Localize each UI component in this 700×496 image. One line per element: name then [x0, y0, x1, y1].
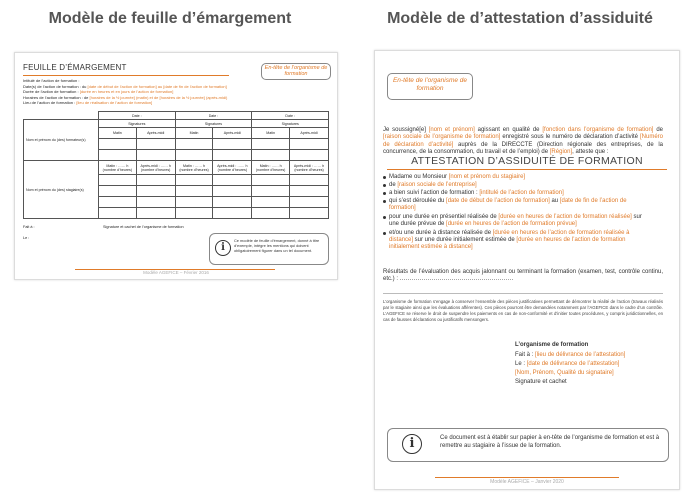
signature-row [515, 351, 625, 360]
on-date-label: Le : [23, 236, 30, 240]
placeholder-text: [raison sociale de l’organisme de formation] [383, 134, 501, 141]
bullet-icon [383, 200, 386, 203]
hours-cell: Après-midi : …… h [140, 163, 171, 168]
body-text: et/ou une durée à distance réalisée de [389, 230, 493, 236]
hours-hint: (nombre d’heures) [255, 167, 286, 172]
hours-cell: Après-midi : …… h [217, 163, 248, 168]
hours-hint: (nombre d’heures) [294, 167, 324, 172]
header-placeholder-box: En-tête de l’organisme de formation [387, 73, 473, 100]
body-text: pour une durée en présentiel réalisée de [389, 214, 499, 220]
placeholder-text: [Numéro de déclaration d’activité] [383, 134, 664, 148]
hours-cell: Matin : …… h [106, 163, 129, 168]
info-box [209, 233, 329, 265]
bullet-icon [383, 192, 386, 195]
placeholder-text: [durée en heures de l’action de formation réalisée à distance] [389, 230, 630, 243]
body-text: sur une durée initialement estimée de [413, 237, 517, 243]
hours-hint: (nombre d’heures) [179, 167, 209, 172]
legal-notice: L’organisme de formation s’engage à conserver l’ensemble des pièces justificatives permettant de démontrer la réalité de l’action (travaux réalisés par le stagiaire ainsi que les évaluations afférentes). Ces pièces pourront être demandées notamment par l’AGEFICE dans le cadre d’un contrôle. L’AGEFICE se réserve le droit de suspendre les paiements en cas de non-conformité et d’initier toutes procédures, y compris juridictionnelles, en cas de fausses déclarations ou justificatifs mensongers. [383, 299, 663, 322]
afternoon-col: Après-midi [136, 128, 175, 139]
body-text: Signature et cachet [515, 379, 567, 385]
info-icon: i [402, 434, 422, 454]
bullet-icon [383, 216, 386, 219]
body-text: Durée de l’action de formation : [23, 89, 80, 95]
body-text: auprès de la DIRECCTE (Direction régionale des entreprises, de la concurrence, de la consommation, du travail et de l’emploi) de [383, 141, 663, 156]
placeholder-text: [horaires de la ½ journée] (matin) et de [horaires de la ½ journée] (après-midi) [89, 94, 228, 100]
body-text: a bien suivi l’action de formation : [389, 190, 480, 196]
afternoon-col: Après-midi [290, 128, 329, 139]
morning-col: Matin [175, 128, 213, 139]
placeholder-text: [nom et prénom du stagiaire] [448, 174, 526, 180]
placeholder-text: [durée en heures et en jours de l’action de formation] [79, 89, 174, 95]
bullet-icon [383, 232, 386, 235]
body-text: Lieu de l’action de formation : [23, 100, 77, 106]
info-box [387, 428, 669, 462]
detail-item [389, 174, 651, 181]
body-text: Horaires de l’action de formation : de [23, 94, 90, 100]
intro-paragraph [383, 127, 663, 157]
detail-item [389, 182, 651, 189]
placeholder-text: [lieu de délivrance de l’attestation] [535, 352, 626, 358]
hours-cell: Matin : …… h [183, 163, 205, 168]
detail-item [389, 198, 651, 212]
body-text: au [549, 198, 560, 204]
placeholder-text: [date de début de l’action de formation] au [date de fin de l’action de formation] [87, 83, 227, 89]
afternoon-col: Après-midi [213, 128, 252, 139]
body-text: Je soussigné[e] [383, 127, 429, 133]
session-field [23, 100, 152, 106]
detail-item [389, 190, 651, 197]
signature-row [515, 369, 614, 378]
right-heading: Modèle de d’attestation d’assiduité [387, 10, 653, 27]
title-rule [387, 169, 667, 170]
body-text: agissant en qualité de [474, 127, 543, 133]
signature-row [515, 360, 619, 369]
hours-cell: Matin : …… h [259, 163, 282, 168]
hours-hint: (nombre d’heures) [141, 167, 171, 172]
header-placeholder-box: En-tête de l’organisme de formation [261, 63, 331, 80]
hours-cell: Après-midi : …… h [293, 163, 325, 168]
body-text: Date(s) de l’action de formation : du [23, 83, 88, 89]
signatures-header: Signatures [252, 120, 329, 128]
signature-title: L’organisme de formation [515, 342, 589, 348]
placeholder-text: [date de début de l’action de formation] [446, 198, 550, 204]
left-heading: Modèle de feuille d’émargement [48, 10, 292, 27]
trainee-label: Nom et prénom du (des) stagiaire(s) [24, 161, 99, 219]
body-text: sur une durée prévue de [389, 214, 642, 227]
placeholder-text: [lieu de réalisation de l’action de formation] [76, 100, 153, 106]
body-text: de [653, 127, 664, 133]
hours-hint: (nombre d’heures) [102, 167, 133, 172]
signature-row [515, 378, 567, 387]
info-text: Ce document est à établir sur papier à en-tête de l’organisme de formation et est à remettre au stagiaire à l’issue de la formation. [440, 435, 660, 449]
date-cell: Date : [175, 112, 252, 120]
trainer-label: Nom et prénom du (des) formateur(s) [24, 120, 99, 161]
hours-hint: (nombre d’heures) [217, 167, 248, 172]
signatures-header: Signatures [175, 120, 252, 128]
placeholder-text: [date de fin de l’action de formation] [389, 198, 627, 211]
body-text: , atteste que : [572, 149, 609, 156]
sheet-title: FEUILLE D’ÉMARGEMENT [23, 63, 127, 72]
signature-label: Signature et cachet de l’organisme de formation [103, 225, 184, 229]
footer-line [435, 477, 619, 478]
bullet-icon [383, 184, 386, 187]
placeholder-text: [Nom, Prénom, Qualité du signataire] [515, 370, 614, 376]
placeholder-text: [Région] [549, 149, 573, 156]
attestation-page [374, 50, 680, 490]
bullet-icon [383, 176, 386, 179]
placeholder-text: [durée en heures de l’action de formation initialement estimée à distance] [389, 237, 626, 250]
placeholder-text: [fonction dans l’organisme de formation] [542, 127, 654, 133]
placeholder-text: [raison sociale de l’entreprise] [397, 182, 477, 188]
done-at-label: Fait à : [23, 225, 35, 229]
body-text: Le : [515, 361, 527, 367]
body-text: Madame ou Monsieur [389, 174, 449, 180]
date-cell: Date : [252, 112, 329, 120]
title-underline [23, 75, 229, 76]
attestation-title: ATTESTATION D’ASSIDUITÉ DE FORMATION [411, 155, 643, 167]
placeholder-text: [date de délivrance de l’attestation] [526, 361, 620, 367]
placeholder-text: [intitulé de l’action de formation] [479, 190, 564, 196]
morning-col: Matin [99, 128, 137, 139]
info-text: Ce modèle de feuille d’émargement, donné à titre d’exemple, intègre les mentions qui doivent obligatoirement figurer dans un tel document. [234, 238, 320, 253]
date-cell: Date : [99, 112, 176, 120]
footer-text: Modèle AGEFICE – Janvier 2020 [490, 479, 564, 485]
results-line: Résultats de l’évaluation des acquis jalonnant ou terminant la formation (examen, test, contrôle continu, etc.) : ………………………………………………… [383, 269, 663, 283]
body-text: enregistré sous le numéro de déclaration d’activité [500, 134, 640, 141]
signatures-header: Signatures [99, 120, 176, 128]
body-text: Fait à : [515, 352, 536, 358]
divider [383, 293, 663, 294]
morning-col: Matin [252, 128, 290, 139]
placeholder-text: [durée en heures de l’action de formation réalisée] [498, 214, 632, 220]
detail-item [389, 230, 651, 251]
footer-text: Modèle AGEFICE – Février 2016 [143, 270, 209, 275]
placeholder-text: [nom et prénom] [428, 127, 475, 133]
detail-item [389, 214, 651, 228]
body-text: de [389, 182, 398, 188]
body-text: Intitulé de l’action de formation : [23, 78, 80, 83]
attendance-sheet-page [14, 52, 338, 280]
placeholder-text: [durée en heures de l’action de formation prévue] [446, 221, 577, 227]
body-text: qui s’est déroulée du [389, 198, 447, 204]
attendance-table [23, 111, 329, 219]
info-icon: i [215, 240, 231, 256]
